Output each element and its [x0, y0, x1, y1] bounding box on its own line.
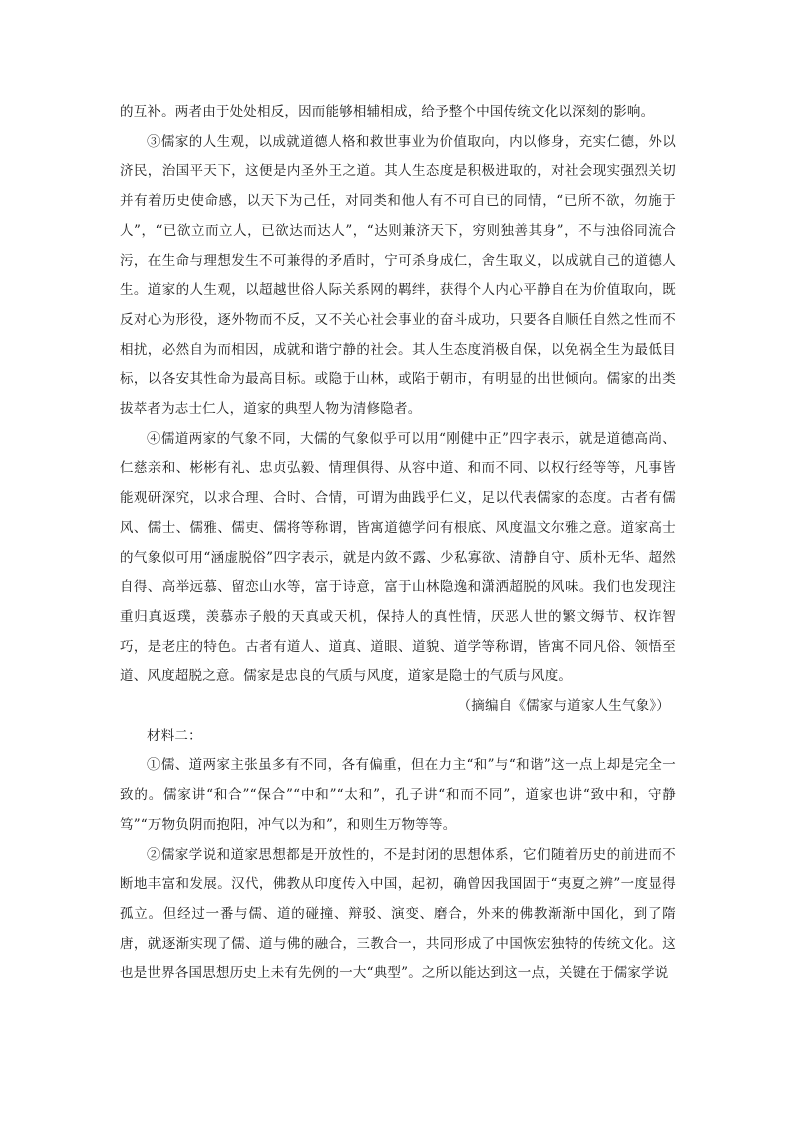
- paragraph-continuation: 的互补。两者由于处处相反，因而能够相辅相成，给予整个中国传统文化以深刻的影响。: [120, 104, 655, 120]
- material-two-heading: 材料二：: [147, 727, 202, 744]
- document-body: [120, 98, 676, 989]
- paragraph-4-temperament: ④儒道两家的气象不同，大儒的气象似乎可以用“刚健中正”四字表示，就是道德高尚、仁慈亲和、彬彬有礼、忠贞弘毅、情理俱得、从容中道、和而不同、以权行经等等，凡事皆能观研深究，以求合理、合时、合情，可谓为曲践乎仁义，足以代表儒家的态度。古者有儒风、儒士、儒雅、儒吏、儒将等称谓，皆寓道德学问有根底、风度温文尔雅之意。道家高士的气象似可用“涵虚脱俗”四字表示，就是内敛不露、少私寡欲、清静自守、质朴无华、超然自得、高举远慕、留恋山水等，富于诗意，富于山林隐逸和潇洒超脱的风味。我们也发现注重归真返璞，羡慕赤子般的天真或天机，保持人的真性情，厌恶人世的繁文缛节、权诈智巧，是老庄的特色。古者有道人、道真、道眼、道貌、道学等称谓，皆寓不同凡俗、领悟至道、风度超脱之意。儒家是忠良的气质与风度，道家是隐士的气质与风度。: [120, 430, 676, 685]
- paragraph-3-confucian-view: ③儒家的人生观，以成就道德人格和救世事业为价值取向，内以修身，充实仁德，外以济民，治国平天下，这便是内圣外王之道。其人生态度是积极进取的，对社会现实强烈关切并有着历史使命感，以天下为己任，对同类和他人有不可自已的同情，“已所不欲，勿施于人”，“已欲立而立人，已欲达而达人”，“达则兼济天下，穷则独善其身”，不与浊俗同流合污，在生命与理想发生不可兼得的矛盾时，宁可杀身成仁，舍生取义，以成就自己的道德人生。道家的人生观，以超越世俗人际关系网的羁绊，获得个人内心平静自在为价值取向，既反对心为形役，逐外物而不反，又不关心社会事业的奋斗成功，只要各自顺任自然之性而不相扰，必然自为而相因，成就和谐宁静的社会。其人生态度消极自保，以免祸全生为最低目标，以各安其性命为最高目标。或隐于山林，或陷于朝市，有明显的出世倾向。儒家的出类拔萃者为志士仁人，道家的典型人物为清修隐者。: [120, 133, 676, 418]
- paragraph-1-harmony: ①儒、道两家主张虽多有不同，各有偏重，但在力主“和”与“和谐”这一点上却是完全一致的。儒家讲“和合”“保合”“中和”“太和”，孔子讲“和而不同”，道家也讲“致中和，守静笃”“万物负阴而抱阳，冲气以为和”，和则生万物等等。: [120, 757, 676, 833]
- paragraph-2-openness: ②儒家学说和道家思想都是开放性的，不是封闭的思想体系，它们随着历史的前进而不断地丰富和发展。汉代，佛教从印度传入中国，起初，确曾因我国固于“夷夏之辨”一度显得孤立。但经过一番与儒、道的碰撞、辩驳、演变、磨合，外来的佛教渐渐中国化，到了隋唐，就逐渐实现了儒、道与佛的融合，三教合一，共同形成了中国恢宏独特的传统文化。这也是世界各国思想历史上未有先例的一大“典型”。之所以能达到这一点，关键在于儒家学说: [120, 846, 676, 982]
- source-citation: （摘编自《儒家与道家人生气象》）: [457, 698, 670, 715]
